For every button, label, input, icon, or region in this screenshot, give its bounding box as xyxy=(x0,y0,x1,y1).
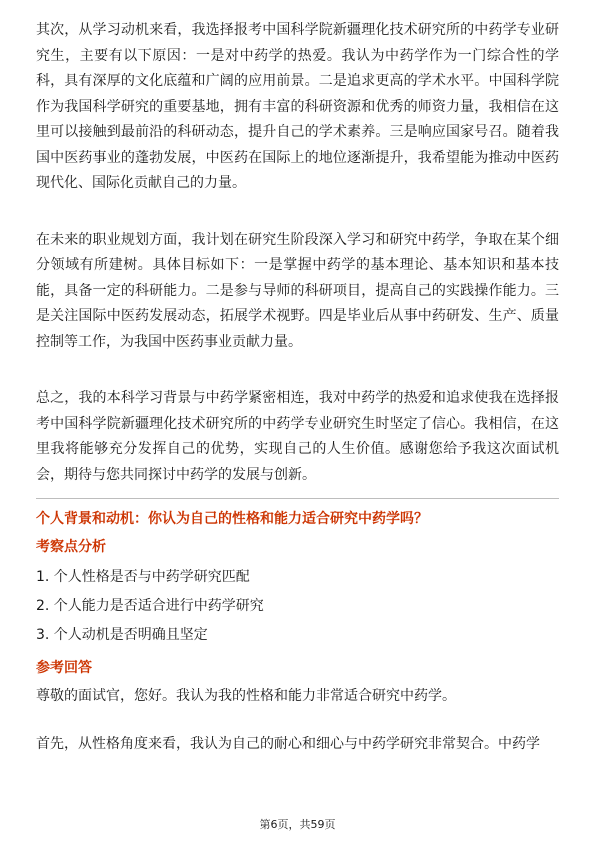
paragraph-spacer xyxy=(36,355,559,386)
paragraph-conclusion: 总之，我的本科学习背景与中药学紧密相连，我对中药学的热爱和追求使我在选择报考中国科学院新疆理化技术研究所的中药学专业研究生时坚定了信心。我相信，在这里我将能够充分发挥自己的优势，实现自己的人生价值。感谢您给予我这次面试机会，期待与您共同探讨中药学的发展与创新。 xyxy=(36,390,559,483)
analysis-point-item: 1. 个人性格是否与中药学研究匹配 xyxy=(36,569,250,585)
answer-label: 参考回答 xyxy=(36,660,92,676)
analysis-point-item: 2. 个人能力是否适合进行中药学研究 xyxy=(36,598,264,614)
analysis-label: 考察点分析 xyxy=(36,539,106,555)
analysis-point-item: 3. 个人动机是否明确且坚定 xyxy=(36,627,208,643)
answer-paragraph-greeting: 尊敬的面试官，您好。我认为我的性格和能力非常适合研究中药学。 xyxy=(36,688,456,704)
paragraph-spacer xyxy=(36,197,559,228)
paragraph-study-motivation: 其次，从学习动机来看，我选择报考中国科学院新疆理化技术研究所的中药学专业研究生，主要有以下原因：一是对中药学的热爱。我认为中药学作为一门综合性的学科，具有深厚的文化底蕴和广阔的应用前景。二是追求更高的学术水平。中国科学院作为我国科学研究的重要基地，拥有丰富的科研资源和优秀的师资力量，我相信在这里可以接触到最前沿的科研动态，提升自己的学术素养。三是响应国家号召。随着我国中医药事业的蓬勃发展，中医药在国际上的地位逐渐提升，我希望能为推动中医药现代化、国际化贡献自己的力量。 xyxy=(36,22,559,191)
document-page xyxy=(36,18,559,757)
page-number: 第6页，共59页 xyxy=(259,818,336,831)
section-divider xyxy=(36,498,559,499)
paragraph-career-plan: 在未来的职业规划方面，我计划在研究生阶段深入学习和研究中药学，争取在某个细分领域有所建树。具体目标如下：一是掌握中药学的基本理论、基本知识和基本技能，具备一定的科研能力。二是参与导师的科研项目，提高自己的实践操作能力。三是关注国际中医药发展动态，拓展学术视野。四是毕业后从事中药研发、生产、质量控制等工作，为我国中医药事业贡献力量。 xyxy=(36,231,559,350)
paragraph-spacer xyxy=(36,710,559,732)
analysis-point-list xyxy=(36,563,559,650)
answer-paragraph-personality: 首先，从性格角度来看，我认为自己的耐心和细心与中药学研究非常契合。中药学 xyxy=(36,735,540,752)
question-title: 个人背景和动机：你认为自己的性格和能力适合研究中药学吗？ xyxy=(36,511,428,527)
